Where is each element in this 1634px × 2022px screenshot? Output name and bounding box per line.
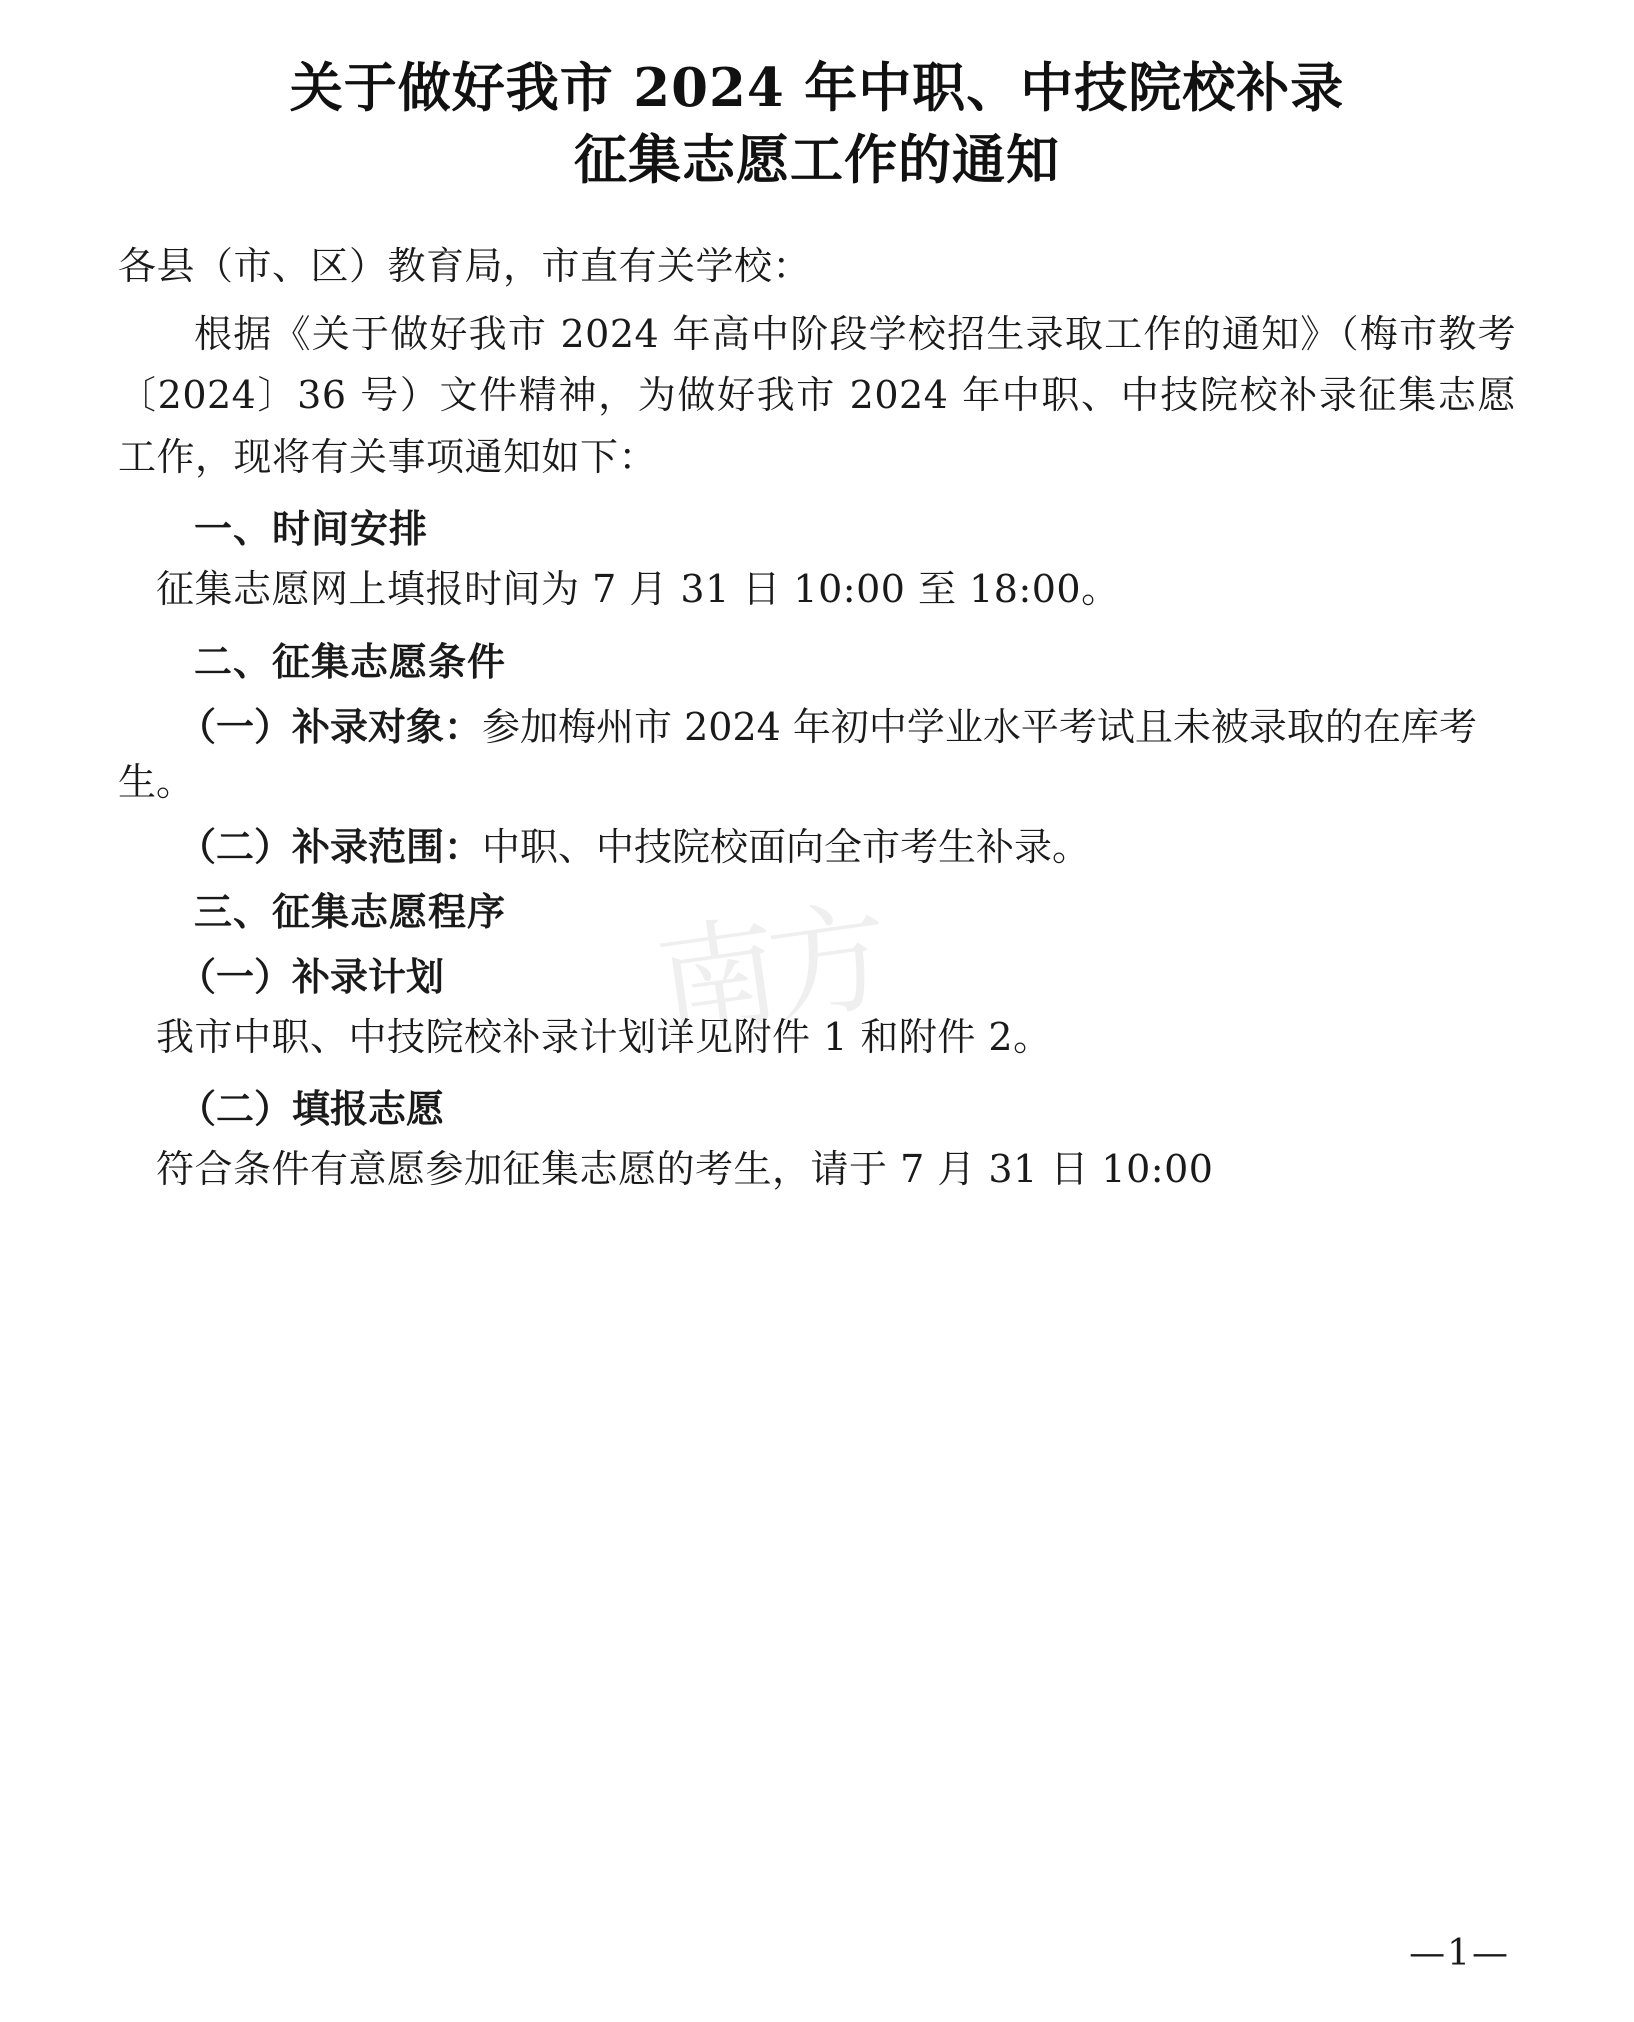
title-line-2: 征集志愿工作的通知 bbox=[574, 129, 1060, 192]
salutation: 各县（市、区）教育局，市直有关学校： bbox=[118, 244, 812, 289]
document-body bbox=[118, 236, 1516, 1201]
section-2-item-1-text: 参加梅州市 2024 年初中学业水平考试且未被录取的在库考生。 bbox=[118, 704, 1477, 804]
watermark: 南方 bbox=[649, 887, 891, 1057]
section-2-item-1 bbox=[118, 696, 1516, 806]
page-number: —1— bbox=[1409, 1933, 1510, 1974]
section-heading-2: 二、征集志愿条件 bbox=[194, 638, 507, 684]
section-3-item-1-label bbox=[118, 946, 1516, 1001]
section-3-item-1-text: 我市中职、中技院校补录计划详见附件 1 和附件 2。 bbox=[156, 1014, 1052, 1059]
section-1-paragraph-1: 征集志愿网上填报时间为 7 月 31 日 10:00 至 18:00。 bbox=[156, 567, 1120, 612]
section-3-item-2-label bbox=[118, 1078, 1516, 1133]
section-2-item-2-text: 中职、中技院校面向全市考生补录。 bbox=[482, 824, 1091, 869]
intro-paragraph: 根据《关于做好我市 2024 年高中阶段学校招生录取工作的通知》（梅市教考〔2024〕36 号）文件精神，为做好我市 2024 年中职、中技院校补录征集志愿工作，现将有关事项通知如下： bbox=[118, 311, 1516, 479]
page-title bbox=[118, 52, 1516, 196]
section-heading-3: 三、征集志愿程序 bbox=[194, 888, 507, 934]
section-3-item-1-label-text: （一）补录计划 bbox=[178, 953, 445, 999]
section-3-item-2-text: 符合条件有意愿参加征集志愿的考生，请于 7 月 31 日 10:00 bbox=[156, 1147, 1214, 1192]
section-2-item-2 bbox=[118, 816, 1516, 871]
section-heading-1: 一、时间安排 bbox=[194, 506, 429, 552]
section-3-item-2-label-text: （二）填报志愿 bbox=[178, 1086, 445, 1132]
section-2-item-2-label: （二）补录范围： bbox=[178, 823, 483, 869]
section-2-item-1-label: （一）补录对象： bbox=[178, 703, 483, 749]
title-line-1: 关于做好我市 2024 年中职、中技院校补录 bbox=[289, 57, 1345, 119]
